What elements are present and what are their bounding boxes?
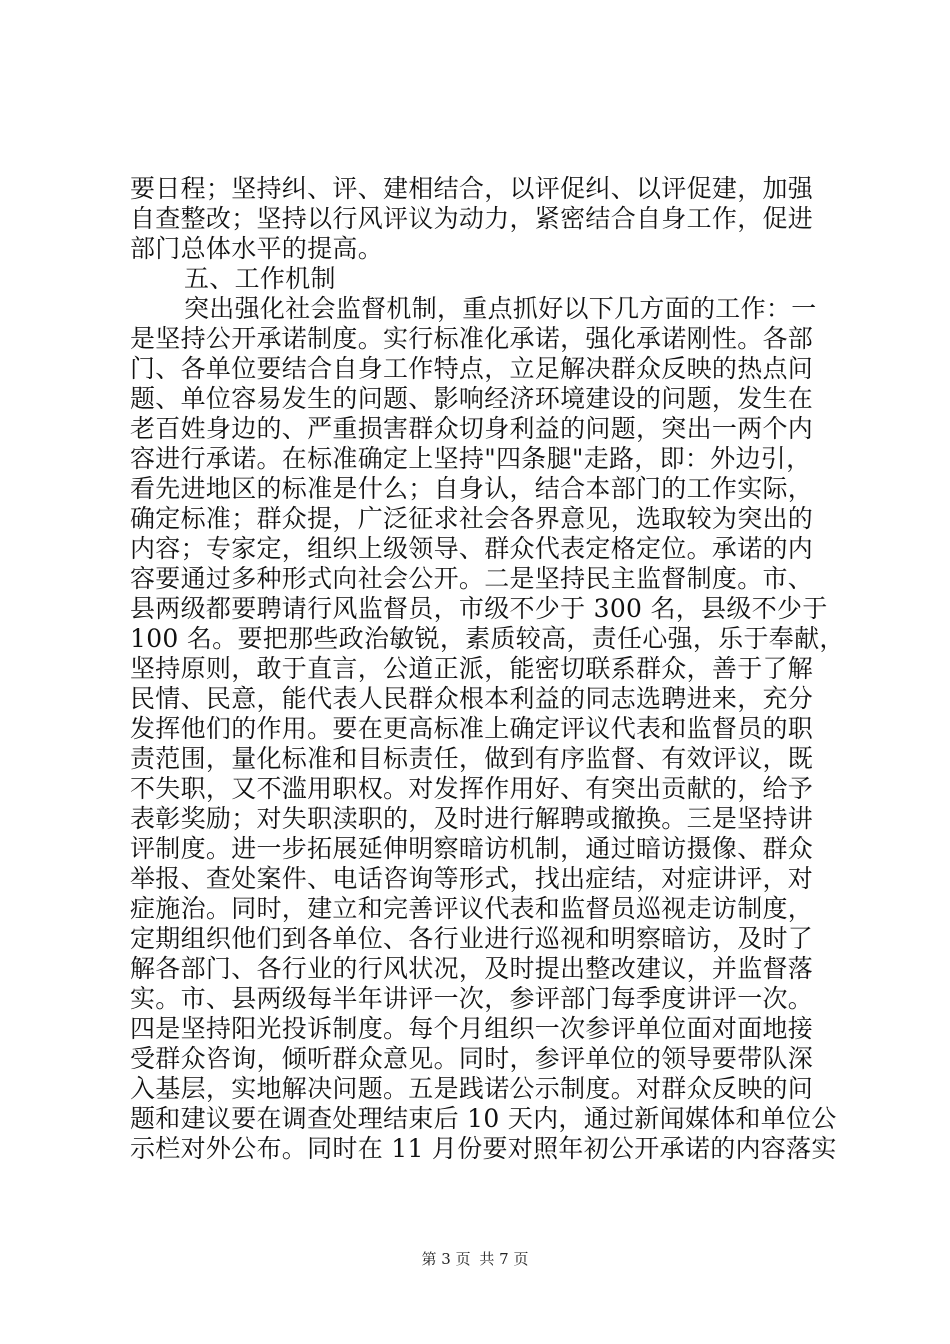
text-line: 是坚持公开承诺制度。实行标准化承诺，强化承诺刚性。各部	[130, 324, 814, 353]
text-line: 自查整改；坚持以行风评议为动力，紧密结合自身工作，促进	[130, 204, 814, 233]
text-line: 不失职，又不滥用职权。对发挥作用好、有突出贡献的，给予	[130, 774, 814, 803]
text-line: 发挥他们的作用。要在更高标准上确定评议代表和监督员的职	[130, 714, 814, 743]
text-line: 突出强化社会监督机制，重点抓好以下几方面的工作：一	[184, 294, 817, 323]
body-text	[130, 174, 845, 1164]
text-line: 定期组织他们到各单位、各行业进行巡视和明察暗访，及时了	[130, 924, 814, 953]
text-line: 老百姓身边的、严重损害群众切身利益的问题，突出一两个内	[130, 414, 814, 443]
text-line: 看先进地区的标准是什么；自身认，结合本部门的工作实际，	[130, 474, 814, 503]
text-line: 内容；专家定，组织上级领导、群众代表定格定位。承诺的内	[130, 534, 814, 563]
text-line: 要日程；坚持纠、评、建相结合，以评促纠、以评促建，加强	[130, 174, 814, 203]
text-line: 四是坚持阳光投诉制度。每个月组织一次参评单位面对面地接	[130, 1014, 814, 1043]
text-line: 坚持原则，敢于直言，公道正派，能密切联系群众，善于了解	[130, 654, 814, 683]
text-line: 受群众咨询，倾听群众意见。同时，参评单位的领导要带队深	[130, 1044, 814, 1073]
text-line: 评制度。进一步拓展延伸明察暗访机制，通过暗访摄像、群众	[130, 834, 814, 863]
text-line: 责范围，量化标准和目标责任，做到有序监督、有效评议，既	[130, 744, 814, 773]
page-number: 第 3 页	[421, 1250, 471, 1268]
section-heading: 五、工作机制	[184, 264, 336, 293]
text-line: 100 名。要把那些政治敏锐，素质较高，责任心强，乐于奉献，	[130, 624, 845, 653]
text-line: 入基层，实地解决问题。五是践诺公示制度。对群众反映的问	[130, 1074, 814, 1103]
text-line: 解各部门、各行业的行风状况，及时提出整改建议，并监督落	[130, 954, 814, 983]
text-line: 题和建议要在调查处理结束后 10 天内，通过新闻媒体和单位公	[130, 1104, 837, 1133]
text-line: 容要通过多种形式向社会公开。二是坚持民主监督制度。市、	[130, 564, 814, 593]
text-line: 举报、查处案件、电话咨询等形式，找出症结，对症讲评，对	[130, 864, 814, 893]
text-line: 容进行承诺。在标准确定上坚持"四条腿"走路，即：外边引，	[130, 444, 812, 473]
text-line: 示栏对外公布。同时在 11 月份要对照年初公开承诺的内容落实	[130, 1134, 837, 1163]
page-total: 共 7 页	[479, 1250, 529, 1268]
text-line: 实。市、县两级每半年讲评一次，参评部门每季度讲评一次。	[130, 984, 814, 1013]
text-line: 县两级都要聘请行风监督员，市级不少于 300 名，县级不少于	[130, 594, 828, 623]
text-line: 症施治。同时，建立和完善评议代表和监督员巡视走访制度，	[130, 894, 814, 923]
page-footer	[0, 1248, 950, 1269]
text-line: 题、单位容易发生的问题、影响经济环境建设的问题，发生在	[130, 384, 814, 413]
text-line: 门、各单位要结合自身工作特点，立足解决群众反映的热点问	[130, 354, 814, 383]
text-line: 表彰奖励；对失职渎职的，及时进行解聘或撤换。三是坚持讲	[130, 804, 814, 833]
text-line: 部门总体水平的提高。	[130, 234, 384, 263]
text-line: 民情、民意，能代表人民群众根本利益的同志选聘进来，充分	[130, 684, 814, 713]
text-line: 确定标准；群众提，广泛征求社会各界意见，选取较为突出的	[130, 504, 814, 533]
